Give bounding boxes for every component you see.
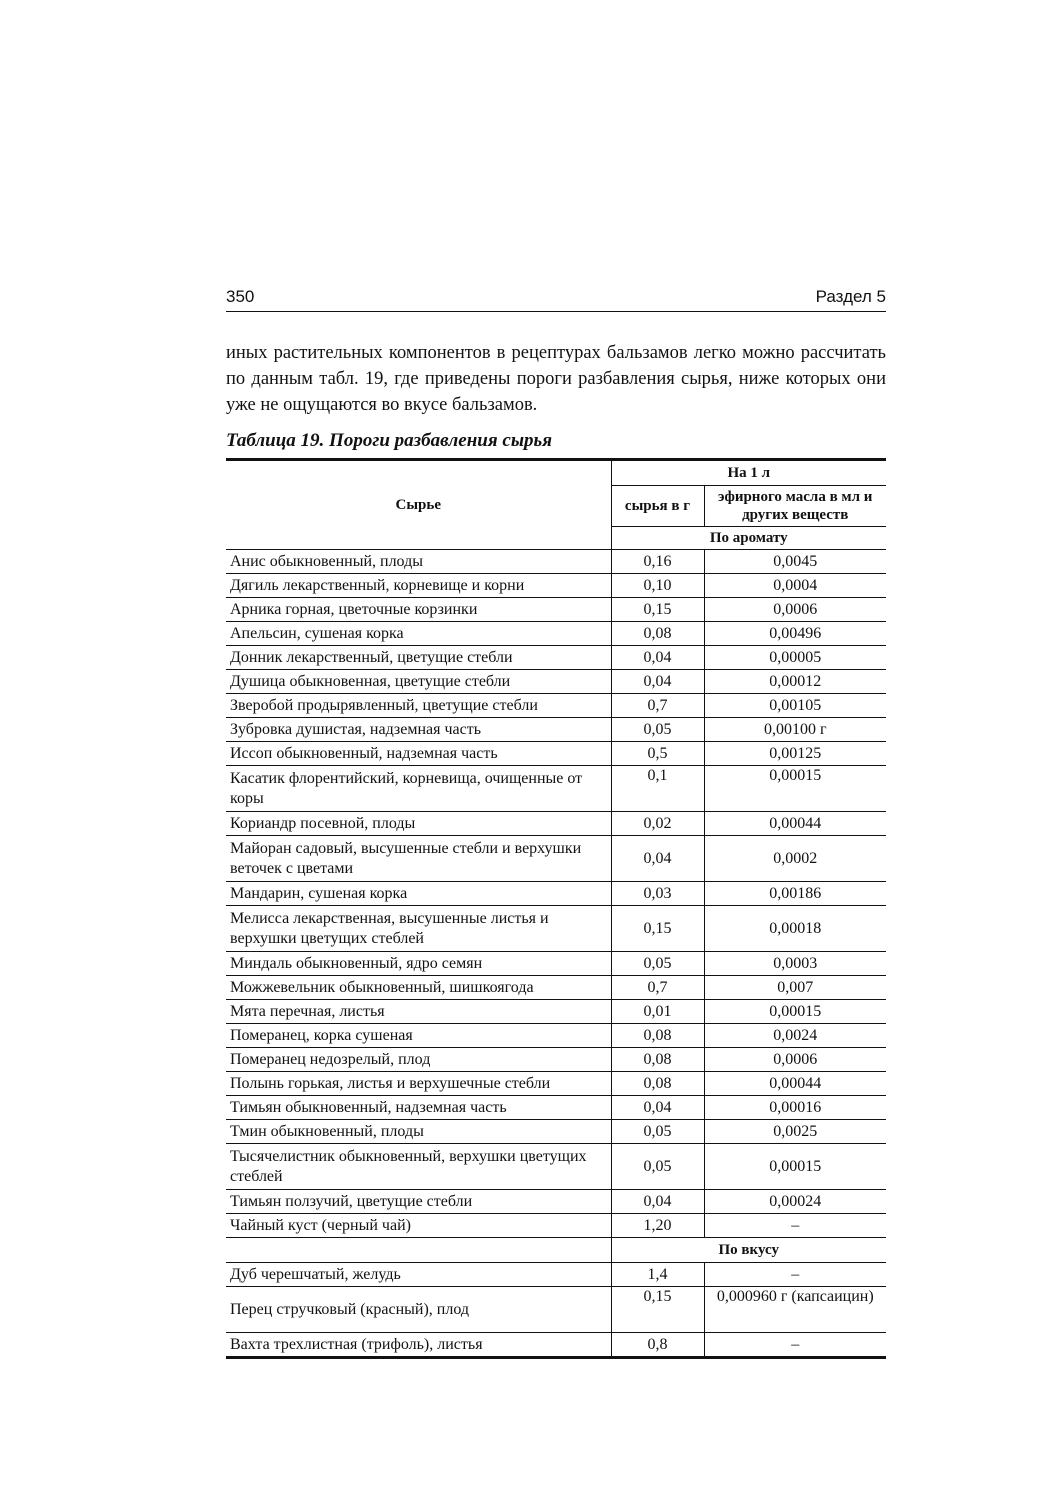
cell-oil-ml: 0,00015 (704, 1000, 886, 1024)
cell-raw-material: Апельсин, сушеная корка (226, 622, 611, 646)
cell-grams: 0,7 (611, 694, 704, 718)
table-row (226, 1333, 886, 1358)
table-row (226, 1048, 886, 1072)
cell-grams: 0,05 (611, 1120, 704, 1144)
cell-raw-material: Померанец, корка сушеная (226, 1024, 611, 1048)
cell-oil-ml: 0,0003 (704, 952, 886, 976)
section-row-taste (226, 1238, 886, 1263)
cell-grams: 0,01 (611, 1000, 704, 1024)
cell-grams: 0,04 (611, 670, 704, 694)
taste-rows (226, 1263, 886, 1358)
table-row (226, 646, 886, 670)
cell-oil-ml: 0,00186 (704, 882, 886, 906)
table-row (226, 1214, 886, 1238)
cell-raw-material: Тимьян ползучий, цветущие стебли (226, 1190, 611, 1214)
column-header-per-liter: На 1 л (611, 460, 886, 486)
cell-grams: 0,05 (611, 1144, 704, 1190)
cell-grams: 0,05 (611, 952, 704, 976)
table-row (226, 906, 886, 952)
cell-grams: 0,08 (611, 622, 704, 646)
cell-oil-ml: 0,007 (704, 976, 886, 1000)
cell-raw-material: Вахта трехлистная (трифоль), листья (226, 1333, 611, 1358)
section-header-aroma: По аромату (611, 527, 886, 550)
table-head (226, 460, 886, 550)
cell-raw-material: Иссоп обыкновенный, надземная часть (226, 742, 611, 766)
cell-oil-ml: 0,0006 (704, 598, 886, 622)
cell-oil-ml: 0,00005 (704, 646, 886, 670)
table-row (226, 1000, 886, 1024)
cell-oil-ml: 0,000960 г (капсаицин) (704, 1287, 886, 1333)
cell-raw-material: Мелисса лекарственная, высушенные листья и верхушки цветущих стеблей (226, 906, 611, 952)
table-row (226, 718, 886, 742)
table-row (226, 952, 886, 976)
cell-grams: 0,16 (611, 550, 704, 574)
cell-raw-material: Полынь горькая, листья и верхушечные стебли (226, 1072, 611, 1096)
table-row (226, 976, 886, 1000)
cell-grams: 0,08 (611, 1072, 704, 1096)
table-row (226, 882, 886, 906)
cell-raw-material: Тмин обыкновенный, плоды (226, 1120, 611, 1144)
cell-raw-material: Дягиль лекарственный, корневище и корни (226, 574, 611, 598)
cell-oil-ml: 0,00015 (704, 766, 886, 812)
cell-oil-ml: 0,0024 (704, 1024, 886, 1048)
cell-raw-material: Дуб черешчатый, желудь (226, 1263, 611, 1287)
cell-oil-ml: 0,0006 (704, 1048, 886, 1072)
cell-raw-material: Мята перечная, листья (226, 1000, 611, 1024)
cell-oil-ml: 0,00100 г (704, 718, 886, 742)
table-row (226, 574, 886, 598)
cell-oil-ml: 0,00044 (704, 812, 886, 836)
column-header-name: Сырье (226, 460, 611, 550)
table-row (226, 742, 886, 766)
cell-grams: 0,04 (611, 646, 704, 670)
cell-raw-material: Арника горная, цветочные корзинки (226, 598, 611, 622)
cell-oil-ml: 0,00024 (704, 1190, 886, 1214)
cell-oil-ml: 0,00044 (704, 1072, 886, 1096)
table-row (226, 622, 886, 646)
cell-raw-material: Анис обыкновенный, плоды (226, 550, 611, 574)
table-row (226, 1120, 886, 1144)
table-row (226, 1263, 886, 1287)
section-title: Раздел 5 (815, 287, 886, 306)
table-row (226, 598, 886, 622)
cell-grams: 0,15 (611, 598, 704, 622)
cell-raw-material: Чайный куст (черный чай) (226, 1214, 611, 1238)
cell-oil-ml: 0,0025 (704, 1120, 886, 1144)
cell-oil-ml: 0,00015 (704, 1144, 886, 1190)
cell-raw-material: Можжевельник обыкновенный, шишкоягода (226, 976, 611, 1000)
cell-oil-ml: 0,0002 (704, 836, 886, 882)
table-row (226, 812, 886, 836)
cell-grams: 0,10 (611, 574, 704, 598)
cell-oil-ml: 0,0004 (704, 574, 886, 598)
table-row (226, 670, 886, 694)
table-row (226, 1144, 886, 1190)
dilution-table (226, 458, 886, 1359)
table-row (226, 1024, 886, 1048)
cell-grams: 0,04 (611, 836, 704, 882)
cell-grams: 0,8 (611, 1333, 704, 1358)
cell-oil-ml: 0,00105 (704, 694, 886, 718)
cell-grams: 0,5 (611, 742, 704, 766)
table-row (226, 694, 886, 718)
cell-oil-ml: – (704, 1263, 886, 1287)
cell-grams: 0,15 (611, 1287, 704, 1333)
cell-grams: 0,04 (611, 1096, 704, 1120)
cell-grams: 0,05 (611, 718, 704, 742)
cell-raw-material: Майоран садовый, высушенные стебли и верхушки веточек с цветами (226, 836, 611, 882)
table-row (226, 836, 886, 882)
page-number: 350 (226, 287, 255, 306)
cell-grams: 0,08 (611, 1048, 704, 1072)
table-row (226, 766, 886, 812)
table-row (226, 1287, 886, 1333)
table-row (226, 550, 886, 574)
cell-raw-material: Донник лекарственный, цветущие стебли (226, 646, 611, 670)
cell-grams: 0,7 (611, 976, 704, 1000)
cell-oil-ml: – (704, 1214, 886, 1238)
taste-section (226, 1238, 886, 1263)
cell-oil-ml: 0,0045 (704, 550, 886, 574)
cell-oil-ml: 0,00496 (704, 622, 886, 646)
cell-oil-ml: – (704, 1333, 886, 1358)
cell-raw-material: Тысячелистник обыкновенный, верхушки цветущих стеблей (226, 1144, 611, 1190)
cell-grams: 0,03 (611, 882, 704, 906)
cell-grams: 0,02 (611, 812, 704, 836)
cell-raw-material: Миндаль обыкновенный, ядро семян (226, 952, 611, 976)
cell-raw-material: Перец стручковый (красный), плод (226, 1287, 611, 1333)
table-row (226, 1096, 886, 1120)
cell-oil-ml: 0,00016 (704, 1096, 886, 1120)
cell-raw-material: Душица обыкновенная, цветущие стебли (226, 670, 611, 694)
cell-grams: 0,1 (611, 766, 704, 812)
section-header-taste: По вкусу (611, 1238, 886, 1263)
cell-oil-ml: 0,00125 (704, 742, 886, 766)
cell-grams: 0,08 (611, 1024, 704, 1048)
cell-raw-material: Тимьян обыкновенный, надземная часть (226, 1096, 611, 1120)
cell-oil-ml: 0,00012 (704, 670, 886, 694)
cell-raw-material: Зверобой продырявленный, цветущие стебли (226, 694, 611, 718)
column-header-grams: сырья в г (611, 486, 704, 527)
page-header (226, 287, 886, 312)
aroma-rows (226, 550, 886, 1238)
cell-raw-material: Мандарин, сушеная корка (226, 882, 611, 906)
cell-grams: 1,4 (611, 1263, 704, 1287)
cell-raw-material: Касатик флорентийский, корневища, очищенные от коры (226, 766, 611, 812)
table-caption: Таблица 19. Пороги разбавления сырья (226, 430, 552, 451)
table-row (226, 1190, 886, 1214)
cell-raw-material: Кориандр посевной, плоды (226, 812, 611, 836)
cell-grams: 1,20 (611, 1214, 704, 1238)
table-row (226, 1072, 886, 1096)
dilution-table-container (226, 458, 886, 1359)
cell-oil-ml: 0,00018 (704, 906, 886, 952)
cell-raw-material: Зубровка душистая, надземная часть (226, 718, 611, 742)
intro-paragraph: иных растительных компонентов в рецептурах бальзамов легко можно рассчитать по данным табл. 19, где приведены пороги разбавления сырья, ниже которых они уже не ощущаются во вкусе бальзамов. (226, 343, 886, 415)
cell-raw-material: Померанец недозрелый, плод (226, 1048, 611, 1072)
column-header-ml: эфирного масла в мл и других веществ (704, 486, 886, 527)
cell-grams: 0,04 (611, 1190, 704, 1214)
cell-grams: 0,15 (611, 906, 704, 952)
